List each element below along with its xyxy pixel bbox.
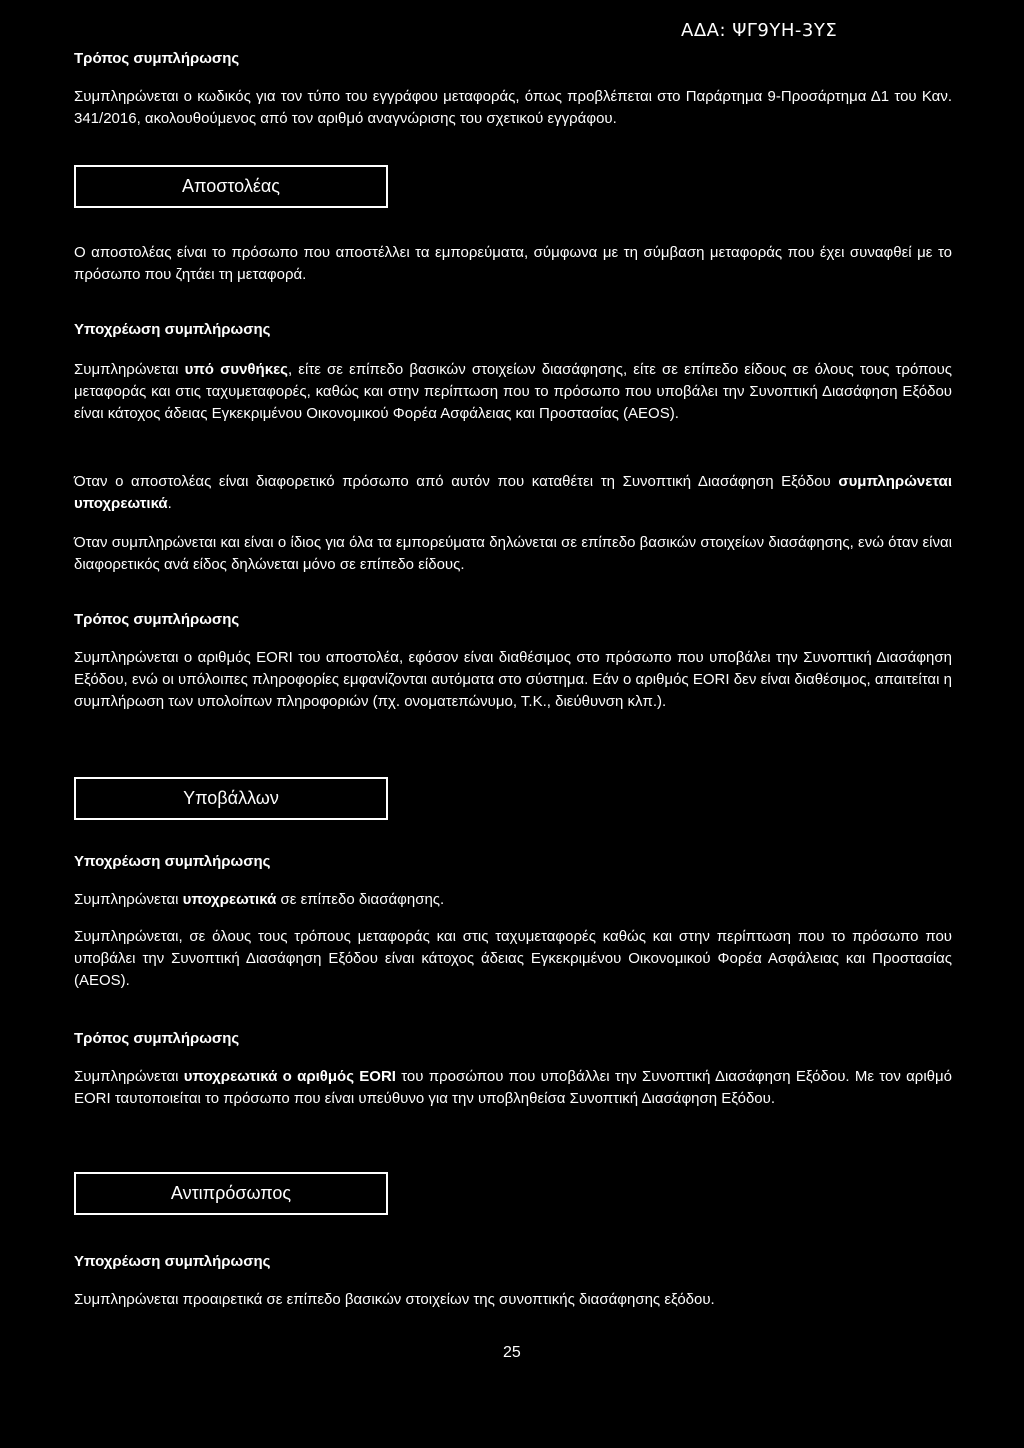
- submitter-box-title: Υποβάλλων: [74, 777, 388, 820]
- consignor-obligation-p1: Συμπληρώνεται υπό συνθήκες, είτε σε επίπεδο βασικών στοιχείων διασάφησης, είτε σε επίπεδο είδους σε όλους τους τρόπους μεταφοράς και στις ταχυμεταφορές, καθώς και στην περίπτωση που το πρόσωπο που υποβάλει την Συνοπτική Διασάφηση Εξόδου είναι κάτοχος άδειας Εγκεκριμένου Οικονομικού Φορέα Ασφάλειας και Προστασίας (AEOS).: [74, 361, 952, 422]
- submitter-method-text: Συμπληρώνεται υποχρεωτικά ο αριθμός EORI του προσώπου που υποβάλλει την Συνοπτική Διασάφηση Εξόδου. Με τον αριθμό EORI ταυτοποιείται το πρόσωπο που είναι υπεύθυνο για την υποβληθείσα Συνοπτική Διασάφηση Εξόδου.: [74, 1068, 952, 1107]
- submitter-obligation-p1: Συμπληρώνεται υποχρεωτικά σε επίπεδο διασάφησης.: [74, 891, 445, 908]
- representative-obligation-heading: Υποχρέωση συμπλήρωσης: [74, 1253, 271, 1270]
- method-text-0: Συμπληρώνεται ο κωδικός για τον τύπο του εγγράφου μεταφοράς, όπως προβλέπεται στο Παράρτημα 9-Προσάρτημα Δ1 του Καν. 341/2016, ακολουθούμενος από τον αριθμό αναγνώρισης του σχετικού εγγράφου.: [74, 88, 952, 127]
- submitter-method-heading: Τρόπος συμπλήρωσης: [74, 1030, 240, 1047]
- representative-obligation-text: Συμπληρώνεται προαιρετικά σε επίπεδο βασικών στοιχείων της συνοπτικής διασάφησης εξόδου.: [74, 1291, 715, 1308]
- consignor-definition: Ο αποστολέας είναι το πρόσωπο που αποστέλλει τα εμπορεύματα, σύμφωνα με τη σύμβαση μεταφοράς που έχει συναφθεί με το πρόσωπο που ζητάει τη μεταφορά.: [74, 244, 952, 283]
- consignor-method-text: Συμπληρώνεται ο αριθμός EORI του αποστολέα, εφόσον είναι διαθέσιμος στο πρόσωπο που υποβάλει την Συνοπτική Διασάφηση Εξόδου, ενώ οι υπόλοιπες πληροφορίες εμφανίζονται αυτόματα στο σύστημα. Εάν ο αριθμός EORI δεν είναι διαθέσιμος, απαιτείται η συμπλήρωση των υπολοίπων πληροφοριών (πχ. ονοματεπώνυμο, Τ.Κ., διεύθυνση κλπ.).: [74, 649, 952, 710]
- consignor-obligation-heading: Υποχρέωση συμπλήρωσης: [74, 321, 271, 338]
- consignor-method-heading: Τρόπος συμπλήρωσης: [74, 611, 240, 628]
- ada-code: ΑΔΑ: ΨΓ9ΥΗ-3ΥΣ: [681, 20, 838, 41]
- submitter-obligation-heading: Υποχρέωση συμπλήρωσης: [74, 853, 271, 870]
- method-heading-0: Τρόπος συμπλήρωσης: [74, 50, 240, 67]
- consignor-box-title: Αποστολέας: [74, 165, 388, 208]
- consignor-obligation-p2: Όταν ο αποστολέας είναι διαφορετικό πρόσωπο από αυτόν που καταθέτει τη Συνοπτική Διασάφηση Εξόδου συμπληρώνεται υποχρεωτικά.: [74, 473, 952, 512]
- page-number: 25: [503, 1344, 521, 1361]
- submitter-obligation-p2: Συμπληρώνεται, σε όλους τους τρόπους μεταφοράς και στις ταχυμεταφορές καθώς και στην περίπτωση που το πρόσωπο που υποβάλει την Συνοπτική Διασάφηση Εξόδου είναι κάτοχος άδειας Εγκεκριμένου Οικονομικού Φορέα Ασφάλειας και Προστασίας (AEOS).: [74, 928, 952, 989]
- representative-box-title: Αντιπρόσωπος: [74, 1172, 388, 1215]
- consignor-obligation-p3: Όταν συμπληρώνεται και είναι ο ίδιος για όλα τα εμπορεύματα δηλώνεται σε επίπεδο βασικών στοιχείων διασάφησης, ενώ όταν είναι διαφορετικός ανά είδος δηλώνεται μόνο σε επίπεδο είδους.: [74, 534, 952, 573]
